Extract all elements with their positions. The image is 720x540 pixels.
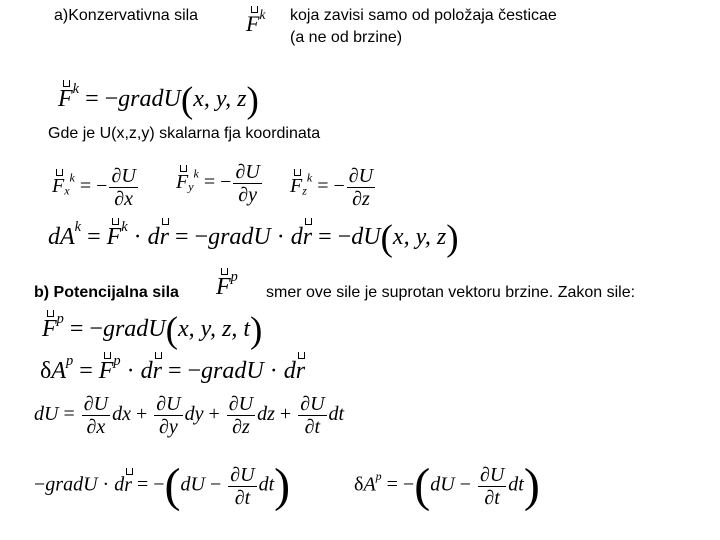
- section-a-desc-line2: (a ne od brzine): [290, 29, 403, 46]
- scalar-function-note: Gde je U(x,z,y) skalarna fja koordinata: [48, 125, 321, 142]
- equation-total-differential: dU = $\frac{\partial U}{\partial x}$ dx + $\frac{\partial U}{\partial y}$ dy + $\frac{\partial U}{\partial z}$ dz + $\frac{\partial U}{\partial t}$ dt: [34, 393, 345, 438]
- equation-potential-work-result: $\delta A^p = -(dU$ − $\frac{\partial U}{\partial t}$ dt): [354, 459, 540, 512]
- equation-potential-force: $F^p$ = −gradU(x, y, z, t): [42, 310, 263, 351]
- force-symbol-p: $F^p$: [216, 269, 238, 300]
- equation-fy: $F_y^k$ = − $\frac{\partial U}{\partial y}$: [176, 161, 260, 206]
- section-a-label: a)Konzervativna sila: [54, 7, 199, 24]
- section-b-label: b) Potencijalna sila: [34, 284, 179, 301]
- force-symbol-k: $F^k$: [246, 7, 266, 36]
- equation-fx: $F_x^k$ = − $\frac{\partial U}{\partial x}$: [52, 165, 136, 210]
- section-b-desc: smer ove sile je suprotan vektoru brzine. Zakon sile:: [266, 284, 636, 301]
- equation-work-conservative: $dA^k = F^k$ · dr = −gradU · dr = −dU(x, y, z): [48, 218, 459, 259]
- equation-work-potential: $\delta A^p = F^p$ · dr = −gradU · dr: [40, 353, 306, 384]
- equation-fz: $F_z^k$ = − $\frac{\partial U}{\partial z}$: [290, 165, 374, 210]
- equation-conservative-force: $F^k$ = −gradU(x, y, z): [58, 80, 259, 121]
- section-a-desc-line1: koja zavisi samo od položaja česticae: [290, 7, 557, 24]
- equation-gradient-work: −gradU · dr = −(dU − $\frac{\partial U}{\partial t}$ dt): [34, 459, 291, 512]
